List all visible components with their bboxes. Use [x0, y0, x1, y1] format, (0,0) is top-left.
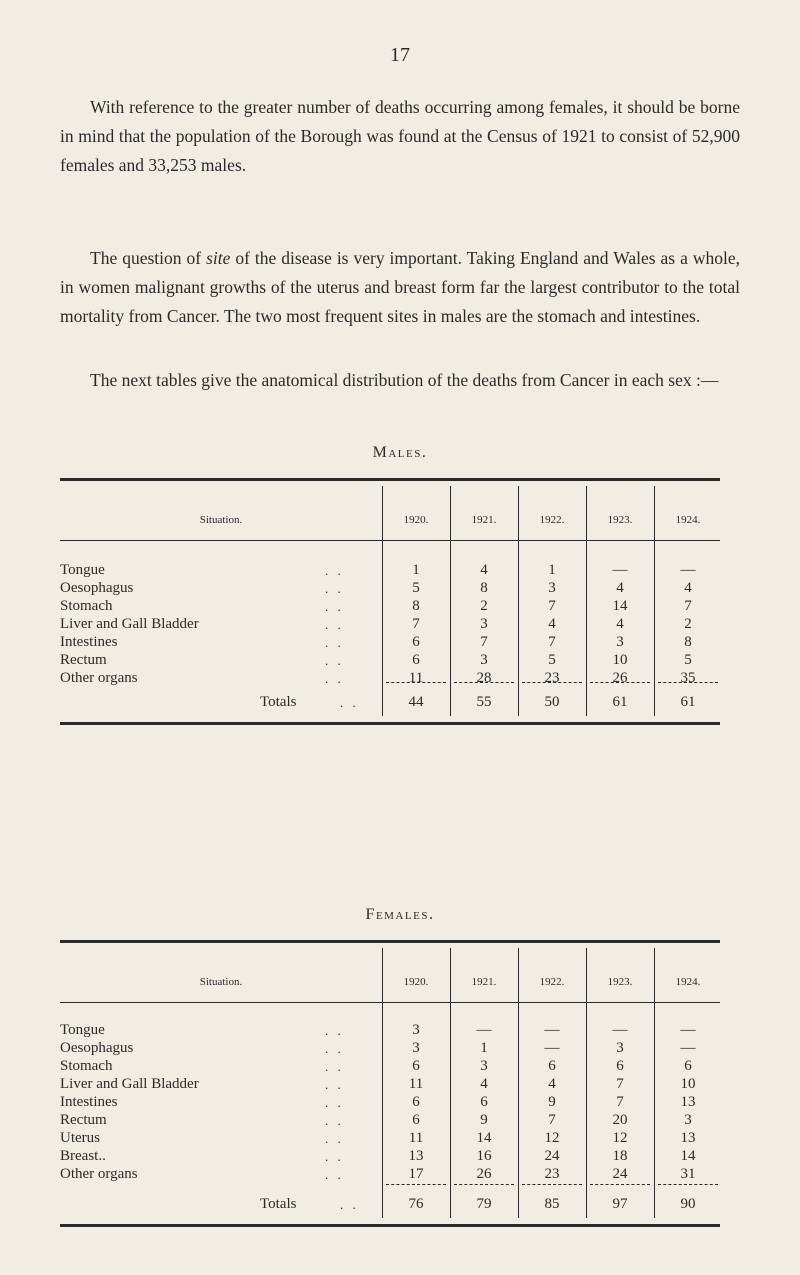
- females-cell: 3: [480, 1058, 488, 1074]
- males-year-header: 1920.: [403, 514, 429, 526]
- females-cell: 12: [612, 1130, 628, 1146]
- males-totals-rule: [590, 682, 650, 683]
- females-cell: —: [680, 1022, 696, 1038]
- males-totals-label: Totals: [260, 694, 297, 710]
- males-cell: 7: [548, 598, 556, 614]
- males-row-label: Other organs: [60, 670, 138, 686]
- females-cell: 6: [684, 1058, 692, 1074]
- males-totals-rule: [522, 682, 582, 683]
- males-row-label: Stomach: [60, 598, 113, 614]
- males-cell: 3: [480, 652, 488, 668]
- females-row-label: Intestines: [60, 1094, 118, 1110]
- females-column-rule: [518, 948, 519, 1218]
- males-cell: 6: [412, 634, 420, 650]
- males-column-rule: [450, 486, 451, 716]
- females-row-leader-dots: . .: [325, 1077, 344, 1092]
- females-row-label: Rectum: [60, 1112, 107, 1128]
- males-cell: 1: [412, 562, 420, 578]
- females-cell: 18: [612, 1148, 628, 1164]
- males-total-cell: 55: [476, 694, 492, 710]
- females-cell: 7: [548, 1112, 556, 1128]
- females-cell: 23: [544, 1166, 560, 1182]
- females-heading: Females.: [365, 906, 435, 923]
- females-cell: 3: [616, 1040, 624, 1056]
- females-cell: 4: [548, 1076, 556, 1092]
- females-cell: 16: [476, 1148, 492, 1164]
- females-cell: 24: [612, 1166, 628, 1182]
- females-total-cell: 76: [408, 1196, 424, 1212]
- females-table: [60, 940, 720, 1250]
- females-cell: 31: [680, 1166, 696, 1182]
- females-cell: 14: [476, 1130, 492, 1146]
- females-cell: 1: [480, 1040, 488, 1056]
- females-row-leader-dots: . .: [325, 1059, 344, 1074]
- females-cell: —: [680, 1040, 696, 1056]
- females-row-leader-dots: . .: [325, 1041, 344, 1056]
- females-totals-leader-dots: . .: [340, 1197, 359, 1212]
- females-cell: 3: [412, 1040, 420, 1056]
- females-cell: 9: [480, 1112, 488, 1128]
- males-cell: 7: [480, 634, 488, 650]
- males-table: [60, 478, 720, 858]
- males-cell: 7: [412, 616, 420, 632]
- females-cell: 6: [412, 1058, 420, 1074]
- females-cell: —: [612, 1022, 628, 1038]
- females-cell: 13: [680, 1094, 696, 1110]
- females-row-label: Uterus: [60, 1130, 100, 1146]
- females-cell: 9: [548, 1094, 556, 1110]
- males-row-leader-dots: . .: [325, 563, 344, 578]
- females-cell: 3: [412, 1022, 420, 1038]
- males-cell: 6: [412, 652, 420, 668]
- females-year-header: 1922.: [539, 976, 565, 988]
- females-cell: —: [476, 1022, 492, 1038]
- females-total-cell: 97: [612, 1196, 628, 1212]
- females-row-leader-dots: . .: [325, 1167, 344, 1182]
- paragraph-population: With reference to the greater number of deaths occurring among females, it should be borne in mind that the population of the Borough was found at the Census of 1921 to consist of 52,900 females and 33,253 males.: [60, 97, 740, 175]
- males-row-leader-dots: . .: [325, 635, 344, 650]
- females-totals-rule: [590, 1184, 650, 1185]
- males-cell: 3: [548, 580, 556, 596]
- females-year-header: 1923.: [607, 976, 633, 988]
- females-cell: 13: [680, 1130, 696, 1146]
- males-column-rule: [654, 486, 655, 716]
- males-cell: 23: [544, 670, 560, 686]
- males-row-label: Liver and Gall Bladder: [60, 616, 199, 632]
- males-cell: 7: [684, 598, 692, 614]
- paragraph-site-before: The question of: [90, 248, 207, 268]
- males-cell: 5: [684, 652, 692, 668]
- females-totals-rule: [454, 1184, 514, 1185]
- females-cell: 13: [408, 1148, 424, 1164]
- females-row-label: Breast..: [60, 1148, 106, 1164]
- females-cell: 6: [616, 1058, 624, 1074]
- females-cell: 6: [548, 1058, 556, 1074]
- females-cell: 4: [480, 1076, 488, 1092]
- males-total-cell: 44: [408, 694, 424, 710]
- males-cell: 28: [476, 670, 492, 686]
- females-row-leader-dots: . .: [325, 1023, 344, 1038]
- males-cell: 3: [616, 634, 624, 650]
- females-header-rule: [60, 1002, 720, 1003]
- males-year-header: 1921.: [471, 514, 497, 526]
- females-row-leader-dots: . .: [325, 1113, 344, 1128]
- females-total-cell: 90: [680, 1196, 696, 1212]
- males-cell: 4: [616, 616, 624, 632]
- males-cell: 2: [684, 616, 692, 632]
- females-cell: 17: [408, 1166, 424, 1182]
- females-row-label: Tongue: [60, 1022, 105, 1038]
- males-column-rule: [586, 486, 587, 716]
- paragraph-intro-tables: The next tables give the anatomical distribution of the deaths from Cancer in each sex :—: [90, 370, 719, 390]
- females-row-leader-dots: . .: [325, 1149, 344, 1164]
- males-heading: Males.: [372, 444, 428, 461]
- females-totals-label: Totals: [260, 1196, 297, 1212]
- females-row-label: Stomach: [60, 1058, 113, 1074]
- males-cell: 26: [612, 670, 628, 686]
- paragraph-site-emph: site: [206, 248, 231, 268]
- males-bottom-rule: [60, 722, 720, 725]
- males-cell: 4: [480, 562, 488, 578]
- males-cell: 4: [616, 580, 624, 596]
- males-row-label: Tongue: [60, 562, 105, 578]
- females-column-rule: [382, 948, 383, 1218]
- males-totals-leader-dots: . .: [340, 695, 359, 710]
- males-totals-rule: [658, 682, 718, 683]
- females-totals-rule: [522, 1184, 582, 1185]
- males-cell: 8: [684, 634, 692, 650]
- females-cell: 6: [412, 1094, 420, 1110]
- females-cell: 6: [480, 1094, 488, 1110]
- males-cell: —: [612, 562, 628, 578]
- females-cell: 11: [408, 1130, 424, 1146]
- males-year-header: 1923.: [607, 514, 633, 526]
- females-year-header: 1920.: [403, 976, 429, 988]
- males-cell: 1: [548, 562, 556, 578]
- males-cell: 5: [412, 580, 420, 596]
- males-total-cell: 61: [612, 694, 628, 710]
- females-bottom-rule: [60, 1224, 720, 1227]
- males-row-label: Oesophagus: [60, 580, 134, 596]
- females-year-header: 1921.: [471, 976, 497, 988]
- females-row-label: Oesophagus: [60, 1040, 134, 1056]
- females-cell: 10: [680, 1076, 696, 1092]
- females-row-leader-dots: . .: [325, 1095, 344, 1110]
- females-cell: 6: [412, 1112, 420, 1128]
- males-cell: 4: [684, 580, 692, 596]
- females-cell: 7: [616, 1094, 624, 1110]
- females-cell: 26: [476, 1166, 492, 1182]
- paragraph-site-after: of the disease is very important. Taking England and Wales as a whole, in women malignant growths of the uterus and breast form far the largest contributor to the total mortality from Cancer. The two most frequent sites in males are the stomach and intestines.: [60, 248, 740, 326]
- males-column-rule: [518, 486, 519, 716]
- males-cell: 3: [480, 616, 488, 632]
- males-row-leader-dots: . .: [325, 581, 344, 596]
- females-column-rule: [654, 948, 655, 1218]
- males-total-cell: 50: [544, 694, 560, 710]
- females-year-header: 1924.: [675, 976, 701, 988]
- males-column-rule: [382, 486, 383, 716]
- males-cell: —: [680, 562, 696, 578]
- females-cell: 7: [616, 1076, 624, 1092]
- females-column-rule: [450, 948, 451, 1218]
- females-situation-header: Situation.: [199, 976, 243, 988]
- males-top-rule: [60, 478, 720, 481]
- males-row-leader-dots: . .: [325, 653, 344, 668]
- males-year-header: 1924.: [675, 514, 701, 526]
- males-cell: 5: [548, 652, 556, 668]
- females-row-label: Liver and Gall Bladder: [60, 1076, 199, 1092]
- males-cell: 2: [480, 598, 488, 614]
- males-row-label: Intestines: [60, 634, 118, 650]
- males-cell: 8: [480, 580, 488, 596]
- females-cell: 11: [408, 1076, 424, 1092]
- females-row-label: Other organs: [60, 1166, 138, 1182]
- females-cell: 14: [680, 1148, 696, 1164]
- females-cell: —: [544, 1040, 560, 1056]
- page-number: 17: [390, 44, 410, 66]
- males-cell: 35: [680, 670, 696, 686]
- males-cell: 4: [548, 616, 556, 632]
- females-top-rule: [60, 940, 720, 943]
- males-cell: 7: [548, 634, 556, 650]
- males-totals-rule: [386, 682, 446, 683]
- females-cell: 20: [612, 1112, 628, 1128]
- males-row-label: Rectum: [60, 652, 107, 668]
- males-total-cell: 61: [680, 694, 696, 710]
- females-cell: —: [544, 1022, 560, 1038]
- males-cell: 14: [612, 598, 628, 614]
- males-row-leader-dots: . .: [325, 617, 344, 632]
- males-cell: 11: [408, 670, 424, 686]
- females-cell: 24: [544, 1148, 560, 1164]
- males-cell: 8: [412, 598, 420, 614]
- paragraph-site: [60, 244, 740, 331]
- females-totals-rule: [658, 1184, 718, 1185]
- males-row-leader-dots: . .: [325, 671, 344, 686]
- males-row-leader-dots: . .: [325, 599, 344, 614]
- males-year-header: 1922.: [539, 514, 565, 526]
- females-total-cell: 85: [544, 1196, 560, 1212]
- females-column-rule: [586, 948, 587, 1218]
- females-cell: 12: [544, 1130, 560, 1146]
- females-row-leader-dots: . .: [325, 1131, 344, 1146]
- females-totals-rule: [386, 1184, 446, 1185]
- males-header-rule: [60, 540, 720, 541]
- males-situation-header: Situation.: [199, 514, 243, 526]
- females-cell: 3: [684, 1112, 692, 1128]
- males-totals-rule: [454, 682, 514, 683]
- females-total-cell: 79: [476, 1196, 492, 1212]
- males-cell: 10: [612, 652, 628, 668]
